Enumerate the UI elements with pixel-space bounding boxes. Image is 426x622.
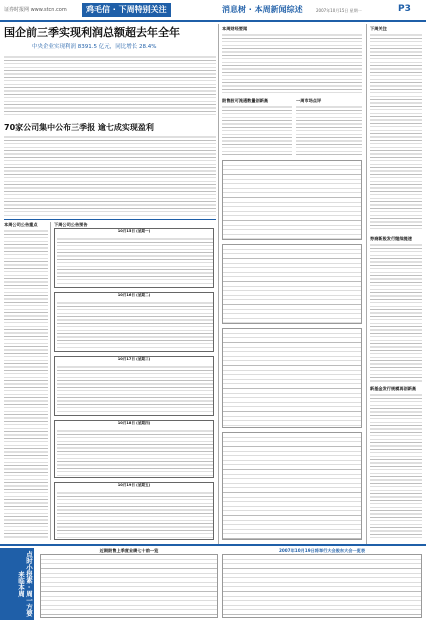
right-column-divider xyxy=(366,24,367,544)
day-box-5 xyxy=(54,482,214,540)
watch-text-1 xyxy=(370,32,422,232)
page-center-divider xyxy=(218,24,219,544)
page-number: P3 xyxy=(398,4,411,14)
side-banner: 点时小报素 · 周一方要来临本周 xyxy=(0,548,34,620)
issue-date: 2007年10月15日 星期一 xyxy=(316,8,362,13)
lead-headline: 国企前三季实现利润总额超去年全年 xyxy=(4,26,180,39)
market-review-sub: 一周市场点评 xyxy=(296,98,322,103)
restricted-shares-text xyxy=(222,104,292,156)
day-box-title: 10月18日 (星期四) xyxy=(117,421,151,425)
bottom-right-table xyxy=(222,554,422,618)
story2-headline: 70家公司集中公布三季报 逾七成实现盈利 xyxy=(4,123,154,132)
watch-item-2: 新基金发行规模再创新高 xyxy=(370,386,417,391)
data-table-1 xyxy=(222,160,362,240)
day-box-1 xyxy=(54,228,214,288)
day-box-2 xyxy=(54,292,214,352)
day-box-title: 10月17日 (星期三) xyxy=(117,357,151,361)
watch-text-3 xyxy=(370,392,422,540)
story2-body-text xyxy=(4,134,216,216)
bottom-center-table xyxy=(40,554,218,618)
finance-news-text xyxy=(222,32,362,94)
page-header xyxy=(0,0,426,22)
day-box-title: 10月19日 (星期五) xyxy=(117,483,151,487)
section-divider xyxy=(4,219,216,220)
site-url: 证券时报网 www.stcn.com xyxy=(4,7,67,13)
company-notice-section: 本周公司公告重点 xyxy=(4,222,38,227)
watch-text-2 xyxy=(370,242,422,382)
bottom-center-title: 近期限售上季度业绩七十前一览 xyxy=(99,548,159,553)
watch-section: 下周关注 xyxy=(370,26,387,31)
watch-item-1: 券商新股发行继续提速 xyxy=(370,236,412,241)
restricted-shares-sub: 限售股可流通数量创新高 xyxy=(222,98,269,103)
finance-news-section: 本周财经要闻 xyxy=(222,26,248,31)
market-review-text xyxy=(296,104,362,156)
bottom-right-title: 2007年10月19日将举行大会股东大会一览表 xyxy=(278,548,366,553)
bottom-divider xyxy=(0,544,426,546)
lead-body-text xyxy=(4,54,216,118)
day-box-4 xyxy=(54,420,214,478)
lead-subhead: 中央企业实现利润 8391.5 亿元，同比增长 28.4% xyxy=(32,44,157,50)
day-box-3 xyxy=(54,356,214,416)
data-table-2 xyxy=(222,244,362,324)
day-box-title: 10月16日 (星期二) xyxy=(117,293,151,297)
right-section-label: 消息树 · 本周新闻综述 xyxy=(222,5,303,14)
left-section-label: 鸡毛信 · 下周特别关注 xyxy=(82,3,171,17)
data-table-4 xyxy=(222,432,362,540)
column-divider xyxy=(50,222,51,540)
day-box-title: 10月15日 (星期一) xyxy=(117,229,151,233)
notice-column-text xyxy=(4,228,48,540)
data-table-3 xyxy=(222,328,362,428)
next-week-section: 下周公司公告预告 xyxy=(54,222,88,227)
